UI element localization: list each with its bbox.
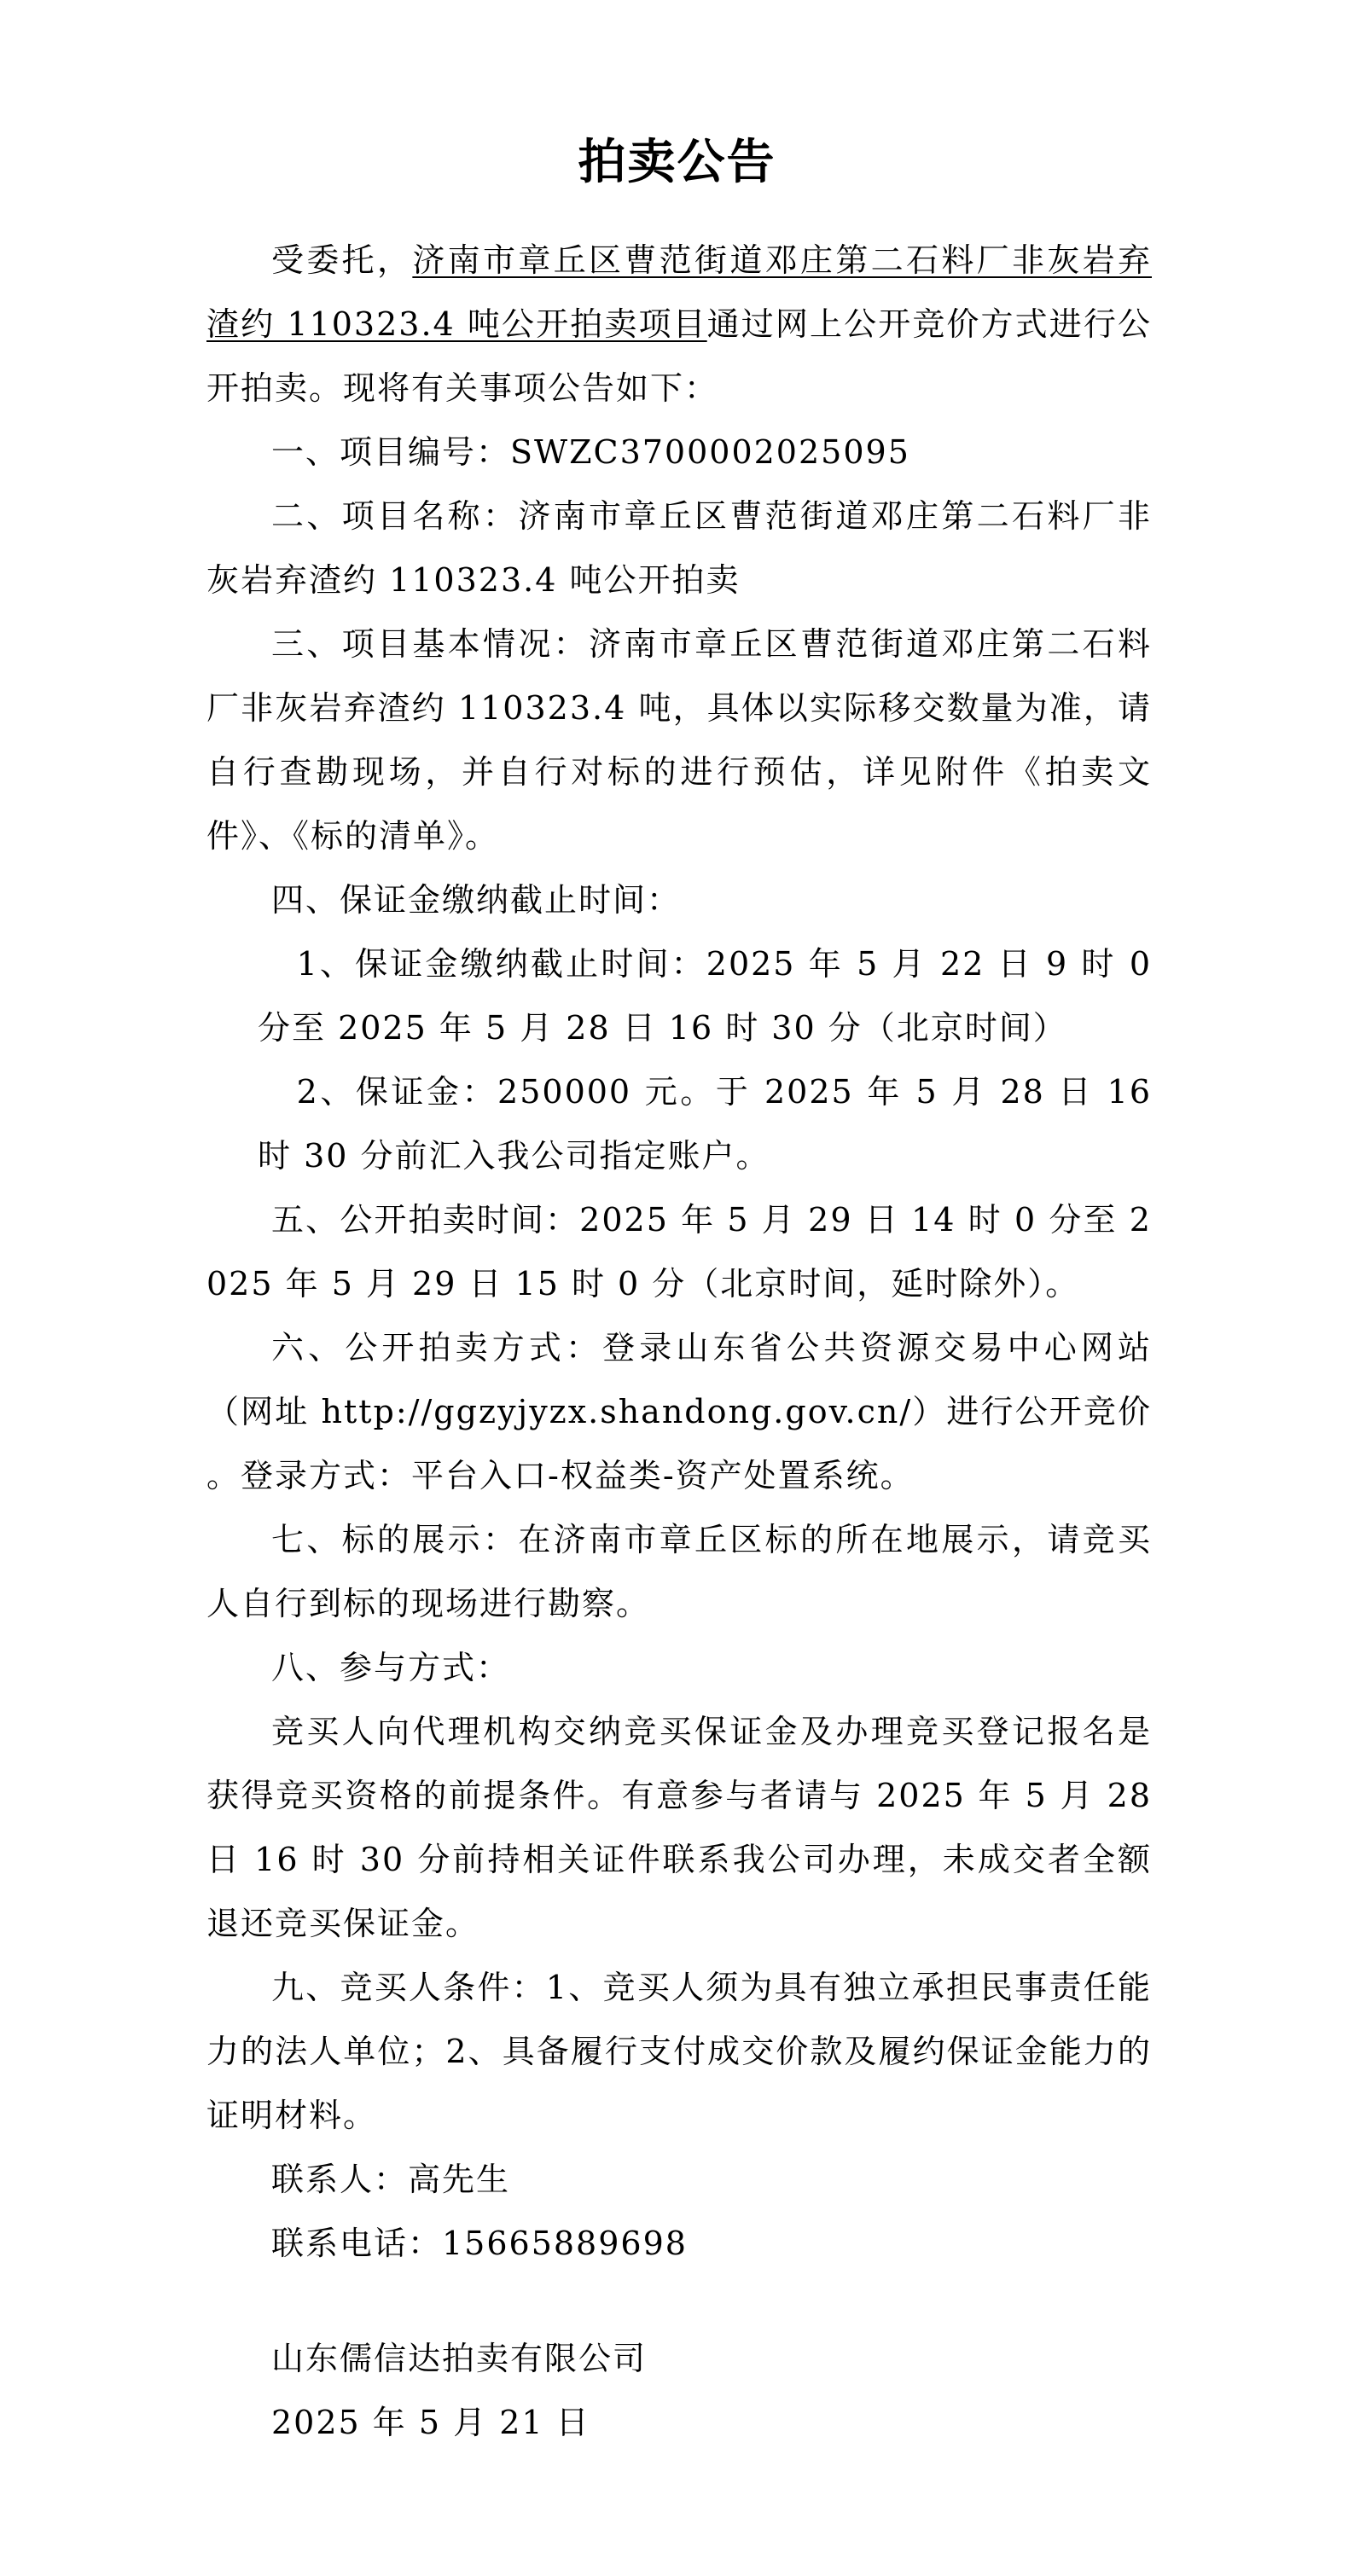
item-project-basic-info: 三、项目基本情况：济南市章丘区曹范街道邓庄第二石料厂非灰岩弃渣约 110323.4 吨，具体以实际移交数量为准，请自行查勘现场，并自行对标的进行预估，详见附件《拍卖文件》、《标的清单》。 [206,625,1152,855]
item-auction-method: 六、公开拍卖方式：登录山东省公共资源交易中心网站（网址 http://ggzyjyzx.shandong.gov.cn/）进行公开竞价 。登录方式：平台入口-权益类-资产处置系统。 [206,1329,1152,1494]
item-deposit-deadline-heading: 四、保证金缴纳截止时间： [271,881,682,919]
item-deposit-deadline-time: 1、保证金缴纳截止时间：2025 年 5 月 22 日 9 时 0 分至 2025 年 5 月 28 日 16 时 30 分（北京时间） [258,945,1152,1047]
project-link[interactable]: 济南市章丘区曹范街道邓庄第二石料厂非灰岩弃渣约 110323.4 吨公开拍卖项目 [206,241,1152,343]
item-participation-details: 竞买人向代理机构交纳竞买保证金及办理竞买登记报名是获得竞买资格的前提条件。有意参与者请与 2025 年 5 月 28 日 16 时 30 分前持相关证件联系我公司办理，未成交者全额退还竞买保证金。 [206,1713,1152,1942]
document-body [206,229,1152,2455]
item-deposit-amount: 2、保证金：250000 元。于 2025 年 5 月 28 日 16 时 30 分前汇入我公司指定账户。 [258,1073,1152,1175]
intro-paragraph [206,229,1152,421]
item-participation-heading: 八、参与方式： [271,1649,511,1686]
item-contact-person: 联系人：高先生 [271,2161,511,2198]
intro-prefix: 受委托， [271,241,413,279]
signature-company: 山东儒信达拍卖有限公司 [271,2340,648,2377]
signature-spacer [206,2276,1152,2327]
item-bidder-conditions: 九、竞买人条件：1、竞买人须为具有独立承担民事责任能力的法人单位；2、具备履行支付成交价款及履约保证金能力的证明材料。 [206,1969,1152,2134]
item-contact-phone: 联系电话：15665889698 [271,2225,688,2262]
signature-date: 2025 年 5 月 21 日 [271,2404,590,2441]
item-project-name: 二、项目名称：济南市章丘区曹范街道邓庄第二石料厂非灰岩弃渣约 110323.4 吨公开拍卖 [206,497,1152,599]
item-lot-display: 七、标的展示：在济南市章丘区标的所在地展示，请竞买人自行到标的现场进行勘察。 [206,1521,1152,1622]
intro-suffix: 通过网上公开竞价方式进行公开拍卖。现将有关事项公告如下： [206,305,1152,407]
item-auction-time: 五、公开拍卖时间：2025 年 5 月 29 日 14 时 0 分至 2025 年 5 月 29 日 15 时 0 分（北京时间，延时除外）。 [206,1201,1152,1303]
document-title: 拍卖公告 [578,134,776,190]
item-project-number: 一、项目编号：SWZC3700002025095 [271,433,910,471]
